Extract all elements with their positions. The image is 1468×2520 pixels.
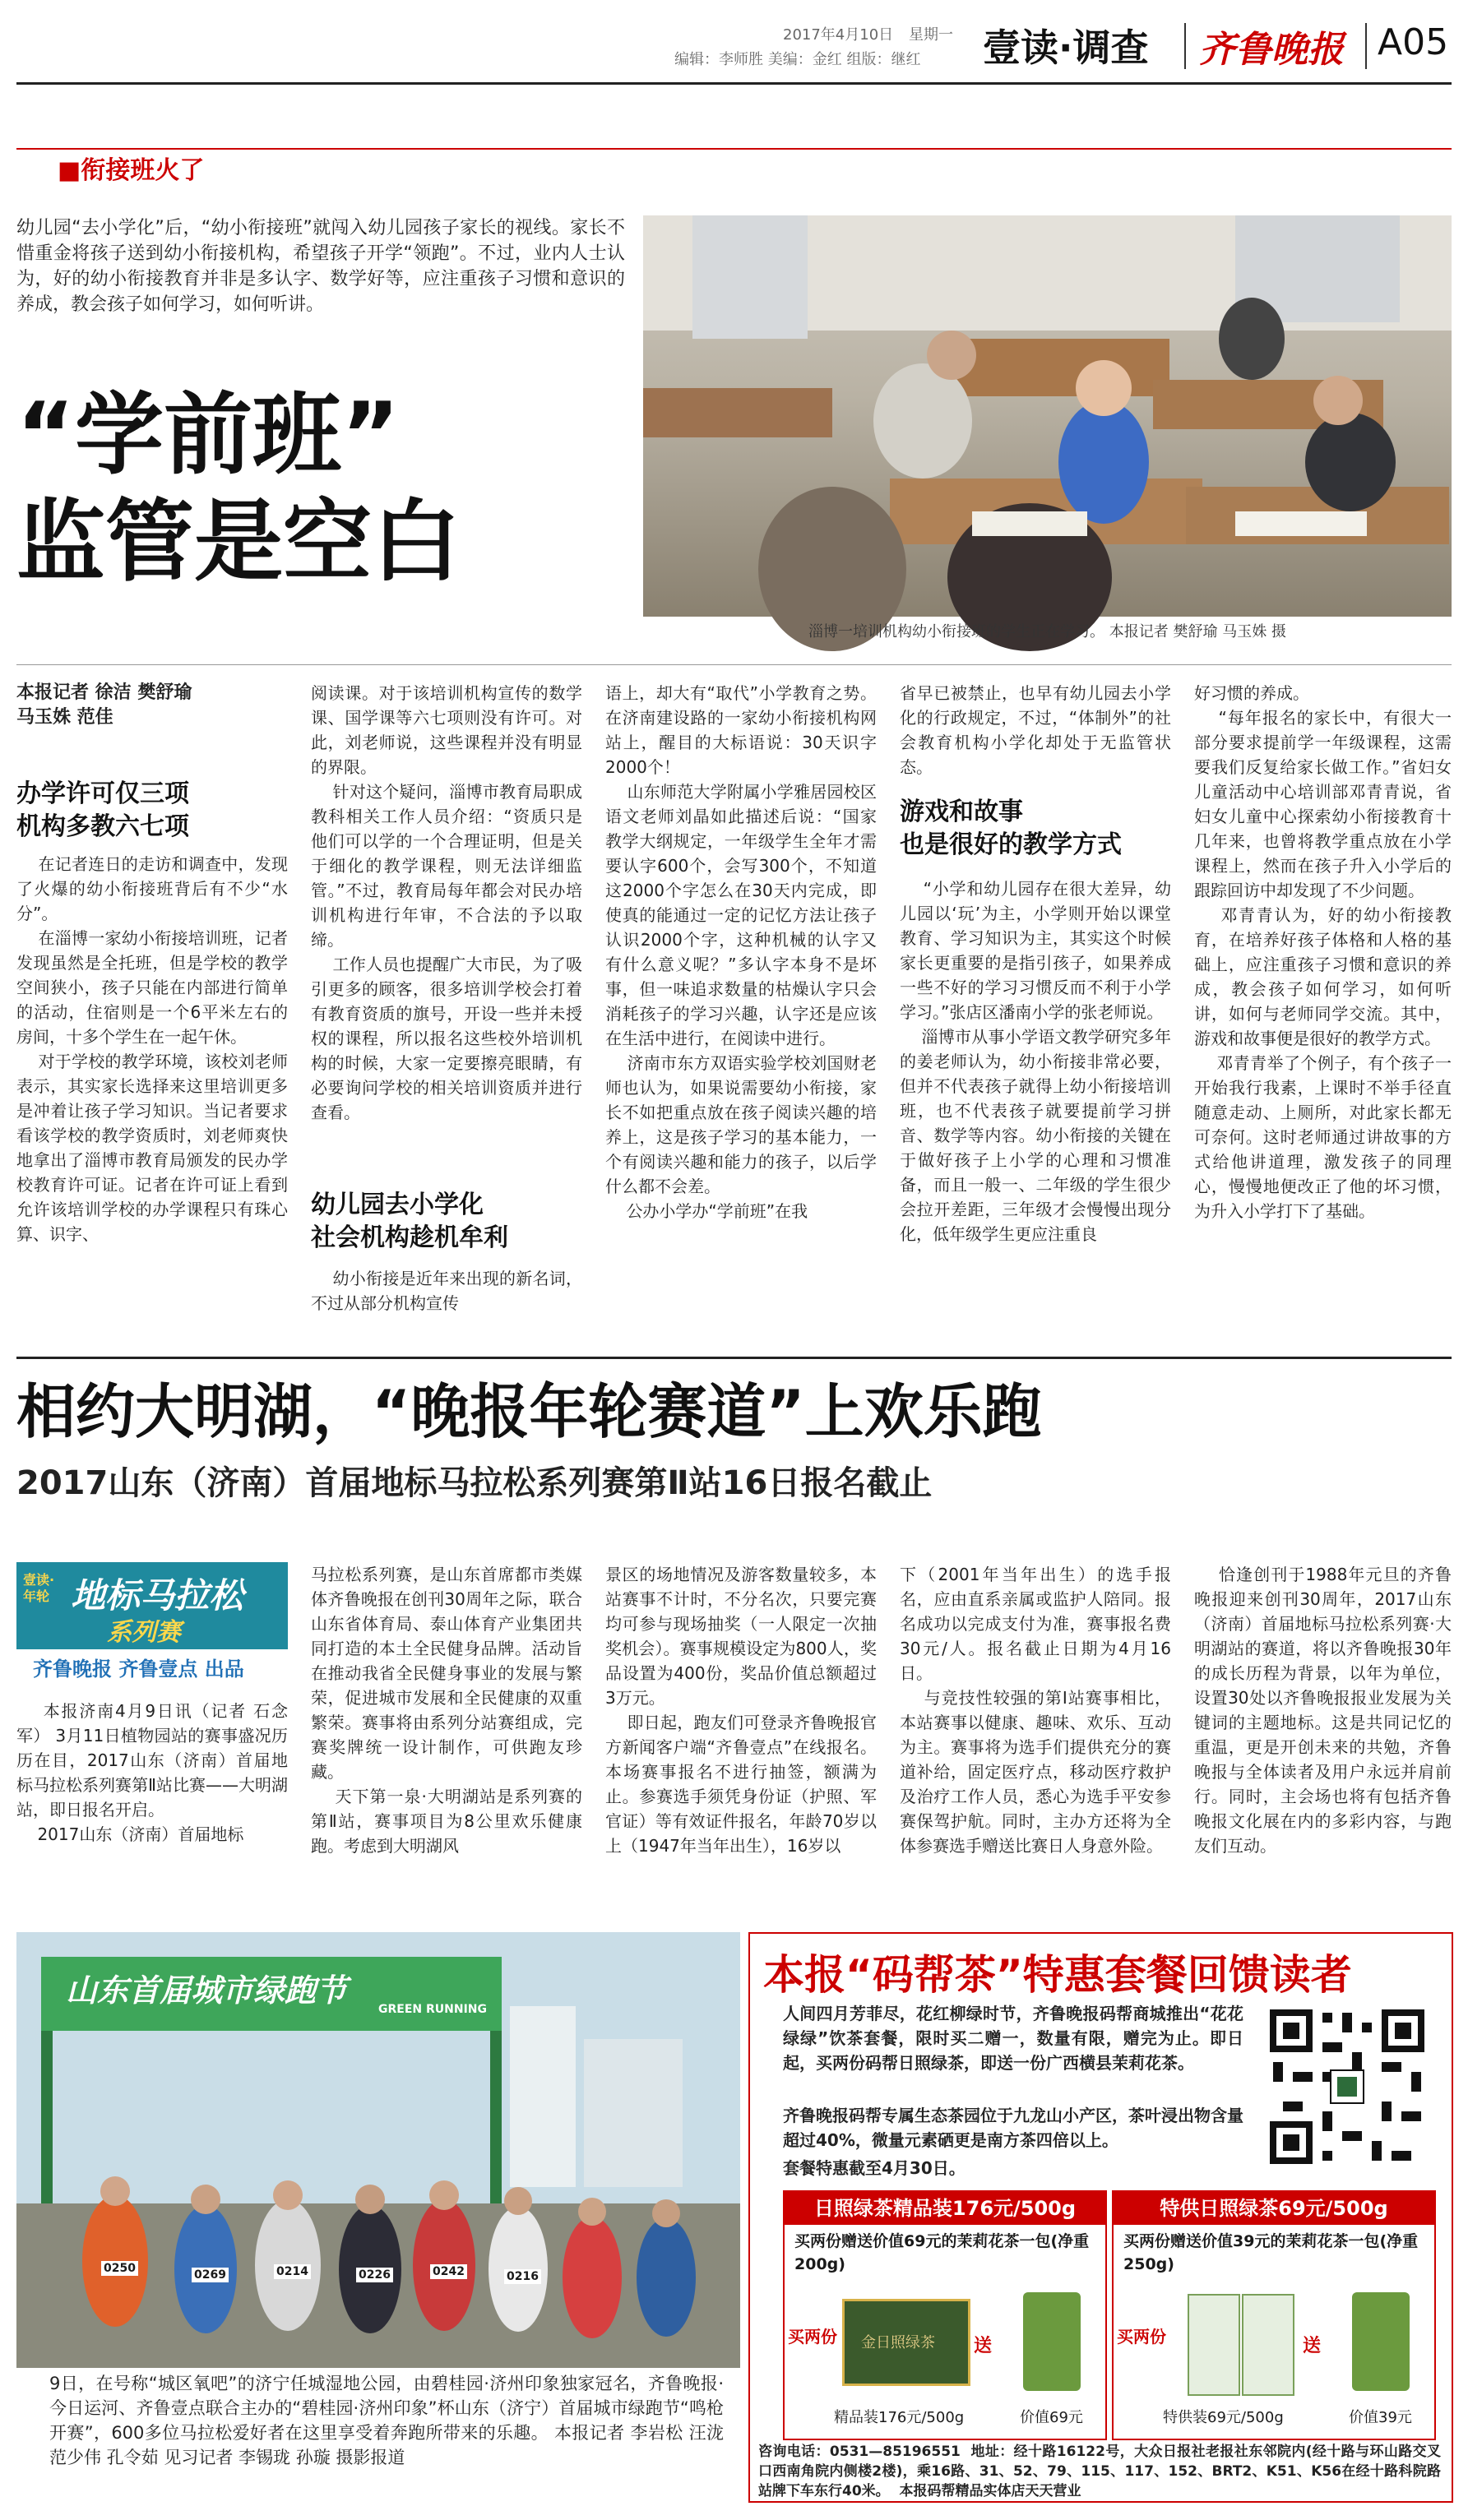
tag-rule bbox=[16, 148, 1452, 150]
ad-contact: 咨询电话：0531—85196551 地址：经十路16122号，大众日报社老报社东邻院内(经十路与环山路交叉口西南角院内侧楼2楼)，乘16路、31、52、79、115、117、152、BRT2、K51、K56在经十路科院路站牌下车东行40米。 本报码帮精品实体店天天营业 bbox=[758, 2444, 1441, 2499]
byline: 本报记者 徐洁 樊舒瑜 马玉姝 范佳 bbox=[16, 682, 192, 728]
marathon-col-5: 恰逢创刊于1988年元旦的齐鲁晚报迎来创刊30周年，2017山东（济南）首届地标马拉松系列赛·大明湖站的赛道，将以齐鲁晚报30年的成长历程为背景，以年为单位，设置30处以齐鲁晚报报业发展为关键词的主题地标。这是共同记忆的重温，更是开创未来的共勉，齐鲁晚报与全体读者及用户永远并肩前行。同时，主会场也将有包括齐鲁晚报文化展在内的多彩内容，与跑友们互动。 bbox=[1194, 1565, 1452, 1856]
bib-number: 0250 bbox=[101, 2261, 138, 2276]
marathon-col-3: 景区的场地情况及游客数量较多，本站赛事不计时，不分名次，只要完赛均可参与现场抽奖（一人限定一次抽奖机会）。赛事规模设定为800人，奖品设置为400份，奖品价值总额超过3万元。 即日起，跑友们可登录齐鲁晚报官方新闻客户端“齐鲁壹点”在线报名。本场赛事报名不进行抽签，额满为止。参赛选手须凭身份证（护照、军官证）等有效证件报名，年龄70岁以上（1947年当年出生），16岁以 bbox=[605, 1565, 878, 1856]
marathon-subtitle: 2017山东（济南）首届地标马拉松系列赛第Ⅱ站16日报名截止 bbox=[16, 1464, 933, 1502]
deal-2-buy: 买两份 bbox=[1117, 2327, 1166, 2347]
ad-body-1: 人间四月芳菲尽，花红柳绿时节，齐鲁晚报码帮商城推出“花花绿绿”饮茶套餐，限时买二赠一，数量有限，赠完为止。即日起，买两份码帮日照绿茶，即送一份广西横县茉莉花茶。 bbox=[783, 2004, 1243, 2073]
body-col-4b: “小学和幼儿园存在很大差异，幼儿园以‘玩’为主，小学则开始以课堂教育、学习知识为主，其实这个时候家长更重要的是指引孩子，如果养成一些不好的学习习惯反而不利于小学学习。”张店区潘南小学的张老师说。 淄博市从事小学语文教学研究多年的姜老师认为，幼小衔接非常必要，但并不代表孩子就得上幼小衔接培训班，也不代表孩子就要提前学习拼音、数学等内容。幼小衔接的关键在于做好孩子上小学的心理和习惯准备，而且一般一、二年级的学生很少会拉开差距，三年级才会慢慢出现分化，低年级学生更应注重良 bbox=[900, 879, 1172, 1244]
runners-photo bbox=[16, 1932, 740, 2368]
header-divider bbox=[1184, 23, 1186, 69]
marathon-headline: 相约大明湖，“晚报年轮赛道”上欢乐跑 bbox=[16, 1377, 1042, 1446]
deal-2-desc: 买两份赠送价值39元的茉莉花茶一包(净重250g) bbox=[1123, 2232, 1419, 2273]
header-staff: 编辑：李师胜 美编：金红 组版：继红 bbox=[674, 51, 921, 68]
body-col-2b: 幼小衔接是近年来出现的新名词，不过从部分机构宣传 bbox=[311, 1269, 583, 1313]
bib-number: 0216 bbox=[504, 2269, 541, 2284]
rule bbox=[16, 664, 1452, 665]
logo-sub-text: 系列赛 bbox=[107, 1618, 181, 1647]
deal-1-label-2: 价值69元 bbox=[1020, 2409, 1083, 2426]
headline-line2: 监管是空白 bbox=[16, 491, 461, 594]
bib-number: 0226 bbox=[356, 2268, 393, 2282]
bib-number: 0242 bbox=[430, 2264, 467, 2279]
marathon-col-4: 下（2001年当年出生）的选手报名，应由直系亲属或监护人陪同。报名成功以完成支付为准，赛事报名费30元/人。报名截止日期为4月16日。 与竞技性较强的第I站赛事相比，本站赛事以健康、趣味、欢乐、互动为主。赛事将为选手们提供充分的赛道补给，固定医疗点，移动医疗救护及治疗工作人员，悉心为选手平安参赛保驾护航。同时，主办方还将为全体参赛选手赠送比赛日人身意外险。 bbox=[900, 1565, 1171, 1856]
classroom-photo bbox=[643, 215, 1452, 617]
story-divider bbox=[16, 1357, 1452, 1359]
header-date: 2017年4月10日 bbox=[783, 26, 894, 44]
tea-ad bbox=[748, 1932, 1453, 2503]
story-lead: 幼儿园“去小学化”后，“幼小衔接班”就闯入幼儿园孩子家长的视线。家长不惜重金将孩子送到幼小衔接机构，希望孩子开学“领跑”。不过，业内人士认为，好的幼小衔接教育并非是多认字、数学好等，应注重孩子习惯和意识的养成，教会孩子如何学习，如何听讲。 bbox=[16, 218, 625, 315]
body-col-4: 省早已被禁止，也早有幼儿园去小学化的行政规定，不过，“体制外”的社会教育机构小学化却处于无监管状态。 bbox=[900, 683, 1171, 777]
body-col-5: 好习惯的养成。 “每年报名的家长中，有很大一部分要求提前学一年级课程，这需要我们反复给家长做工作。”省妇女儿童活动中心培训部邓青青说，省妇女儿童中心探索幼小衔接教育十几年来，也曾将教学重点放在小学课程上，然而在孩子升入小学后的跟踪回访中却发现了不少问题。 邓青青认为，好的幼小衔接教育，在培养好孩子体格和人格的基础上，应注重孩子习惯和意识的养成，教会孩子如何学习，如何听讲，如何与老师同学交流。其中，游戏和故事便是很好的教学方式。 邓青青举了个例子，有个孩子一开始我行我素，上课时不举手径直随意走动、上厕所，对此家长都无可奈何。这时老师通过讲故事的方式给他讲道理，激发孩子的同理心，慢慢地便改正了他的坏习惯，为升入小学打下了基础。 bbox=[1194, 683, 1452, 1221]
section-title: 壹读·调查 bbox=[983, 25, 1149, 70]
deal-2-title: 特供日照绿茶69元/500g bbox=[1114, 2192, 1434, 2225]
logo-top-text: 壹读·年轮 bbox=[23, 1572, 55, 1604]
banner-text: 山东首届城市绿跑节 bbox=[66, 1972, 348, 2009]
deal-2-label-1: 特供装69元/500g bbox=[1163, 2409, 1284, 2426]
classroom-illustration bbox=[643, 215, 1452, 617]
deal-card-2[interactable] bbox=[1112, 2190, 1436, 2440]
deal-1-title: 日照绿茶精品装176元/500g bbox=[785, 2192, 1105, 2225]
bib-number: 0269 bbox=[192, 2268, 229, 2282]
bib-number: 0214 bbox=[274, 2264, 311, 2279]
deal-1-desc: 买两份赠送价值69元的茉莉花茶一包(净重200g) bbox=[794, 2232, 1090, 2273]
header-weekday: 星期一 bbox=[909, 26, 953, 44]
banner-english: GREEN RUNNING bbox=[378, 2003, 487, 2016]
subhead-kindergarten: 幼儿园去小学化 社会机构趁机牟利 bbox=[311, 1191, 508, 1252]
headline-line1: “学前班” bbox=[16, 384, 400, 487]
marathon-logo bbox=[16, 1562, 288, 1684]
ad-body-3: 套餐特惠截至4月30日。 bbox=[783, 2158, 966, 2178]
jasmine-bag-2 bbox=[1352, 2292, 1410, 2391]
marathon-col-2: 马拉松系列赛，是山东首席都市类媒体齐鲁晚报在创刊30周年之际，联合山东省体育局、泰山体育产业集团共同打造的本土全民健身品牌。活动旨在推动我省全民健身事业的发展与繁荣，促进城市发展和全民健康的双重繁荣。赛事将由系列分站赛组成，完赛奖牌统一设计制作，可供跑友珍藏。 天下第一泉·大明湖站是系列赛的第Ⅱ站，赛事项目为8公里欢乐健康跑。考虑到大明湖风 bbox=[311, 1565, 582, 1856]
qr-code-icon bbox=[1265, 2004, 1429, 2169]
body-col-2: 阅读课。对于该培训机构宣传的数学课、国学课等六七项则没有许可。对此，刘老师说，这些课程并没有明显的界限。 针对这个疑问，淄博市教育局职成教科相关工作人员介绍：“资质只是他们可以学的一个合理证明，但是关于细化的教学课程，则无法详细监管。”不过，教育局每年都会对民办培训机构进行年审，不合法的予以取缔。 工作人员也提醒广大市民，为了吸引更多的顾客，很多培训学校会打着有教育资质的旗号，开设一些并未授权的课程，所以报名这些校外培训机构的时候，大家一定要擦亮眼睛，有必要询问学校的相关培训资质并进行查看。 bbox=[311, 683, 583, 1122]
tea-box-1 bbox=[842, 2299, 970, 2386]
body-col-1: 在记者连日的走访和调查中，发现了火爆的幼小衔接班背后有不少“水分”。 在淄博一家幼小衔接培训班，记者发现虽然是全托班，但是学校的教学空间狭小，孩子只能在内部进行简单的活动，住宿则是一个6平米左右的房间，十多个学生在一起午休。 对于学校的教学环境，该校刘老师表示，其实家长选择来这里培训更多是冲着让孩子学习知识。当记者要求看该学校的教学资质时，刘老师爽快地拿出了淄博市教育局颁发的民办学校教育许可证。记者在许可证上看到允许该培训学校的办学课程只有珠心算、识字、 bbox=[16, 854, 289, 1244]
tea-can-a bbox=[1188, 2294, 1240, 2396]
body-col-3: 语上，却大有“取代”小学教育之势。在济南建设路的一家幼小衔接机构网站上，醒目的大标语说：30天识字2000个！ 山东师范大学附属小学雅居园校区语文老师刘晶如此描述后说：“国家教学大纲规定，一年级学生全年才需要认字600个，会写300个，不知道这2000个字怎么在30天内完成，即使真的能通过一定的记忆方法让孩子认识2000个字，这种机械的认字又有什么意义呢？”多认字本身不是坏事，但一味追求数量的枯燥认字只会消耗孩子的学习兴趣，认字还是应该在生活中进行，在阅读中进行。 济南市东方双语实验学校刘国财老师也认为，如果说需要幼小衔接，家长不如把重点放在孩子阅读兴趣的培养上，这是孩子学习的基本能力，一个有阅读兴趣和能力的孩子，以后学什么都不会差。 公办小学办“学前班”在我 bbox=[605, 683, 878, 1221]
ad-title: 本报“码帮茶”特惠套餐回馈读者 bbox=[763, 1951, 1352, 1999]
logo-main-text: 地标马拉松 bbox=[71, 1575, 244, 1616]
header-rule bbox=[16, 82, 1452, 85]
deal-2-give: 送 bbox=[1303, 2336, 1322, 2356]
tea-box-label: 金日照绿茶 bbox=[861, 2334, 935, 2351]
deal-1-give: 送 bbox=[974, 2336, 993, 2356]
marathon-col-1: 本报济南4月9日讯（记者 石念军） 3月11日植物园站的赛事盛况历历在目，2017山东（济南）首届地标马拉松系列赛第Ⅱ站比赛——大明湖站，即日报名开启。 2017山东（济南）首届地标 bbox=[16, 1701, 288, 1844]
subhead-games: 游戏和故事 也是很好的教学方式 bbox=[900, 798, 1122, 859]
qr-code[interactable] bbox=[1265, 2004, 1429, 2169]
section-tag: ■衔接班火了 bbox=[58, 156, 205, 185]
tea-can-b bbox=[1242, 2294, 1294, 2396]
ad-body-2: 齐鲁晚报码帮专属生态茶园位于九龙山小产区，茶叶浸出物含量超过40%，微量元素硒更是南方茶四倍以上。 bbox=[783, 2106, 1243, 2150]
page-number: A05 bbox=[1378, 21, 1449, 63]
photo-caption: 淄博一培训机构幼小衔接班的学生正在学习。 本报记者 樊舒瑜 马玉姝 摄 bbox=[808, 623, 1286, 640]
logo-bottom-text: 齐鲁晚报 齐鲁壹点 出品 bbox=[33, 1658, 244, 1681]
deal-card-1[interactable] bbox=[783, 2190, 1107, 2440]
paper-logo: 齐鲁晚报 bbox=[1199, 29, 1344, 71]
deal-1-label-1: 精品装176元/500g bbox=[834, 2409, 965, 2426]
deal-1-buy: 买两份 bbox=[788, 2327, 837, 2347]
header-divider bbox=[1365, 23, 1367, 69]
deal-2-label-2: 价值39元 bbox=[1349, 2409, 1412, 2426]
jasmine-bag-1 bbox=[1023, 2292, 1081, 2391]
runners-caption: 9日，在号称“城区氧吧”的济宁任城湿地公园，由碧桂园·济州印象独家冠名，齐鲁晚报·今日运河、齐鲁壹点联合主办的“碧桂园·济州印象”杯山东（济宁）首届城市绿跑节“鸣枪开赛”，600多位马拉松爱好者在这里享受着奔跑所带来的乐趣。 本报记者 李岩松 汪泷 范少伟 孔令茹 见习记者 李锡珑 孙璇 摄影报道 bbox=[49, 2374, 729, 2467]
subhead-license: 办学许可仅三项 机构多教六七项 bbox=[16, 779, 189, 841]
